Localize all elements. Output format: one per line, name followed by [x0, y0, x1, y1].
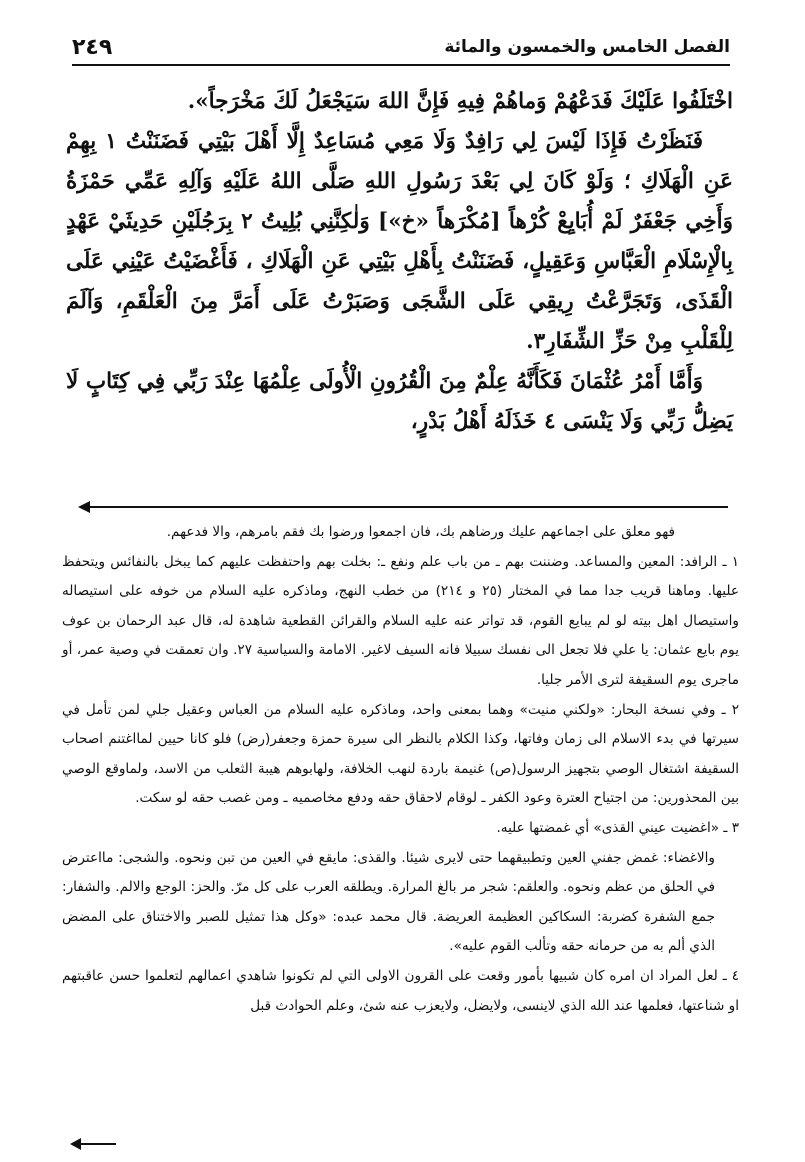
footnote-3-head: ٣ ـ «اغضيت عيني القذى» أي غمضتها عليه. [496, 819, 739, 836]
continuation-line [80, 1143, 116, 1145]
main-paragraph-1: اخْتَلَفُوا عَلَيْكَ فَدَعْهُمْ وَماهُمْ فِيهِ فَإِنَّ اللهَ سَيَجْعَلُ لَكَ مَخْرَجاً». [187, 89, 733, 114]
arrow-left-icon [78, 501, 90, 513]
arrow-left-icon [70, 1138, 81, 1150]
main-paragraph-3: وَأَمَّا أَمْرُ عُثْمَانَ فَكَأَنَّهُ عِلْمٌ مِنَ الْقُرُونِ الْأُولَى عِلْمُهَا عِنْدَ رَبِّي فِي كِتَابٍ لَا يَضِلُّ رَبِّي وَلَا يَنْسَى ٤ خَذَلَهُ أَهْلُ بَدْرٍ، [66, 369, 733, 434]
footnote-2: ٢ ـ وفي نسخة البحار: «ولكني منيت» وهما بمعنى واحد، وماذكره عليه السلام من العباس وعقيل جلي لمن تأمل في سيرتها في بدء الاسلام الى زمان وفاتها، وكذا الكلام بالنظر الى سيرة حمزة وجعفر(رض) فلو كانا حيين لمااغتنم اصحاب السقيفة اشتغال الوصي بتجهيز الرسول(ص) غنيمة باردة لنهب الخلافة، ولهابوهم هيبة الثعلب من الاسد، ولماوقع الوصي بين المحذورين: من اجتياح العترة وعود الكفر ـ لوقام لاحقاق حقه ودفع مخاصميه ـ ومن غصب حقه لو سكت. [62, 701, 739, 807]
main-text [66, 82, 733, 442]
main-paragraph-2: فَنَظَرْتُ فَإِذَا لَيْسَ لِي رَافِدٌ وَلَا مَعِي مُسَاعِدٌ إِلَّا أَهْلَ بَيْتِي فَضَنَنْتُ ١ بِهِمْ عَنِ الْهَلَاكِ ؛ وَلَوْ كَانَ لِي بَعْدَ رَسُولِ اللهِ صَلَّى اللهُ عَلَيْهِ وَآلِهِ عَمِّي حَمْزَةُ وَأَخِي جَعْفَرٌ لَمْ أُبَايِعْ كُرْهاً [مُكْرَهاً «خ»] وَلٰكِنَّنِي بُلِيتُ ٢ بِرَجُلَيْنِ حَدِيثَيْ عَهْدٍ بِالْإِسْلَامِ الْعَبَّاسِ وَعَقِيلٍ، فَضَنَنْتُ بِأَهْلِ بَيْتِي عَنِ الْهَلَاكِ ، فَأَغْضَيْتُ عَيْنِي عَلَى الْقَذَى، وَتَجَرَّعْتُ رِيقِي عَلَى الشَّجَى وَصَبَرْتُ عَلَى أَمَرَّ مِنَ الْعَلْقَمِ، وَآلَمَ لِلْقَلْبِ مِنْ حَزِّ الشِّفَارِ٣. [66, 129, 733, 354]
footnote-continuation: فهو معلق على اجماعهم عليك ورضاهم بك، فان اجمعوا ورضوا بك فقم بامرهم، والا فدعهم. [166, 524, 675, 540]
footnote-divider [78, 500, 728, 514]
divider-line [88, 506, 728, 508]
page-number: ٢٤٩ [72, 34, 113, 60]
continuation-arrow [70, 1138, 116, 1150]
footnote-1: ١ ـ الرافد: المعين والمساعد. وضننت بهم ـ من باب علم ونفع ـ: بخلت بهم واحتفظت عليهم كما يبخل بالنفائس ويتحفظ عليها. وماهنا قريب جدا مما في المختار (٢٥ و ٢١٤) من خطب النهج، وماذكره عليه السلام من خوفه على استيصاله واستيصال اهل بيته لو لم يبايع القوم، قد تواتر عنه عليه السلام والقرائن القطعية شاهدة له، قال عبد الرحمان بن عوف يوم بايع عثمان: يا علي فلا تجعل الى نفسك سبيلا فانه السيف لاغير. الامامة والسياسية ٢٧. وان تعمقت في وصية عمر، أو ماجرى يوم السقيفة لترى الأمر جليا. [62, 553, 740, 688]
footnotes [62, 518, 739, 1021]
chapter-title: الفصل الخامس والخمسون والمائة [444, 37, 730, 57]
footnote-4: ٤ ـ لعل المراد ان امره كان شبيها بأمور وقعت على القرون الاولى التي لم تكونوا شاهدي اعمالهم لتعلموا حسن عاقبتهم او شناعتها، فعلمها عند الله الذي لاينسى، ولايضل، ولايعزب عنه شئ، وعلم الحوادث قبل [62, 967, 739, 1014]
footnote-3-body: والاغضاء: غمض جفني العين وتطبيقهما حتى لايرى شيئا. والقذى: مايقع في العين من تبن ونحوه. والشجى: مااعترض في الحلق من عظم ونحوه. والعلقم: شجر مر بالغ المرارة. ويطلقه العرب على كل مرّ. والحز: الوجع والالم. والشفار: جمع الشفرة كضربة: السكاكين العظيمة العريضة. قال محمد عبده: «وكل هذا تمثيل للصبر والاختناق على المضض الذي ألم به من حرمانه حقه وتألب القوم عليه». [62, 849, 715, 955]
page-header [72, 30, 730, 66]
